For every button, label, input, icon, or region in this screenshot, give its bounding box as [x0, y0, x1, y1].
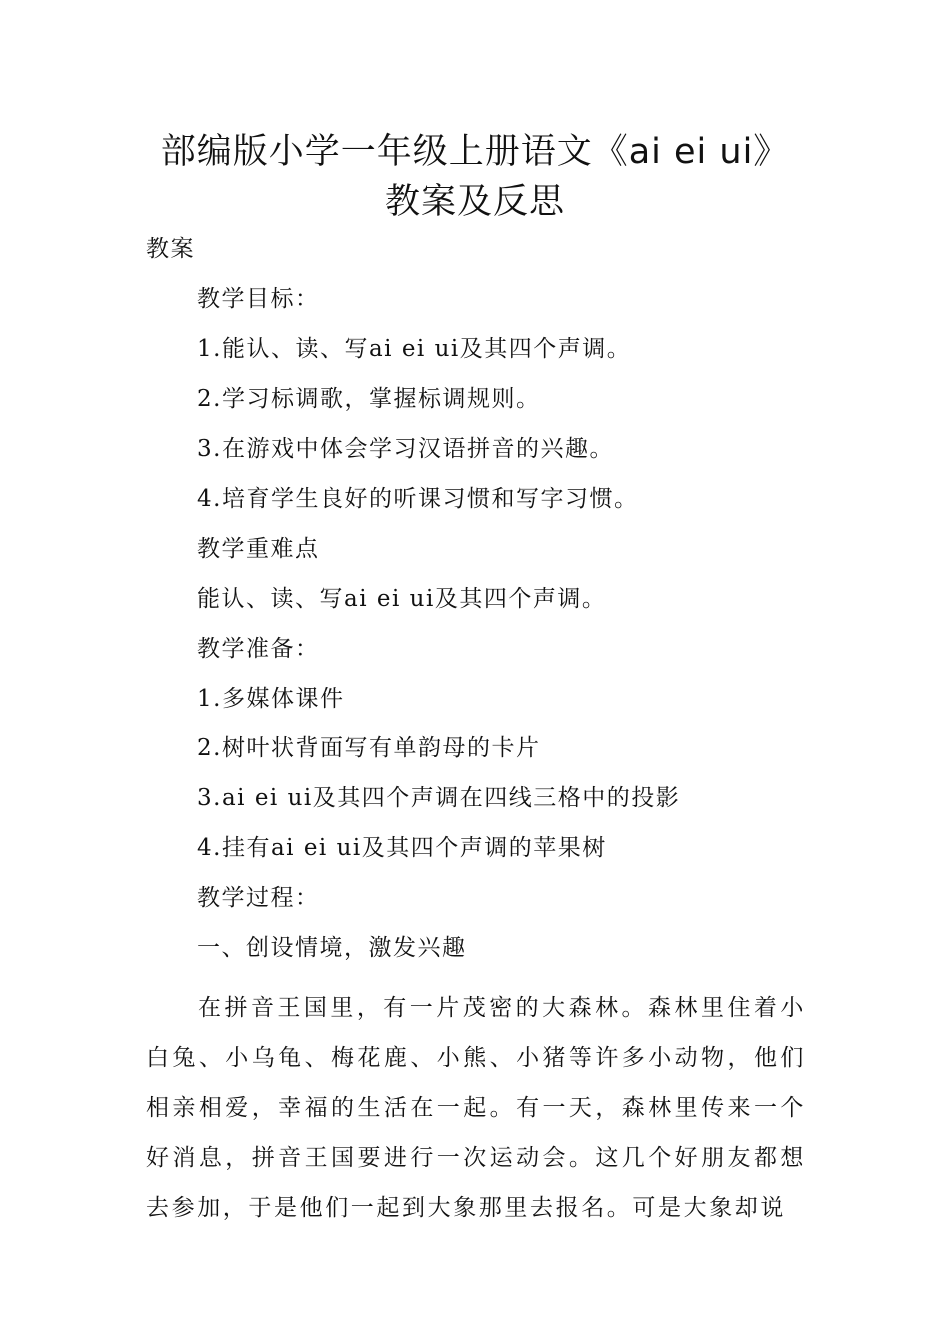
key-points-text: 能认、读、写ai ei ui及其四个声调。	[197, 586, 607, 612]
body-paragraph: 在拼音王国里，有一片茂密的大森林。森林里住着小白兔、小乌龟、梅花鹿、小熊、小猪等许多小动物，他们相亲相爱，幸福的生活在一起。有一天，森林里传来一个好消息，拼音王国要进行一次运动会。这几个好朋友都想去参加，于是他们一起到大象那里去报名。可是大象却说	[146, 995, 806, 1221]
section-heading: 教案	[146, 236, 195, 262]
prep-item: 1.多媒体课件	[197, 686, 345, 712]
process-heading: 教学过程：	[197, 885, 320, 911]
prep-item: 4.挂有ai ei ui及其四个声调的苹果树	[197, 835, 607, 861]
goals-heading: 教学目标：	[197, 286, 320, 312]
goal-item: 4.培育学生良好的听课习惯和写字习惯。	[197, 486, 639, 512]
prep-heading: 教学准备：	[197, 636, 320, 662]
document-title-line-1: 部编版小学一年级上册语文《ai ei ui》	[160, 132, 790, 172]
step-heading: 一、创设情境，激发兴趣	[197, 935, 467, 961]
document-title-line-2: 教案及反思	[384, 182, 565, 222]
prep-item: 3.ai ei ui及其四个声调在四线三格中的投影	[197, 785, 681, 811]
goal-item: 2.学习标调歌，掌握标调规则。	[197, 386, 541, 412]
goal-item: 3.在游戏中体会学习汉语拼音的兴趣。	[197, 436, 614, 462]
key-points-heading: 教学重难点	[197, 536, 320, 562]
prep-item: 2.树叶状背面写有单韵母的卡片	[197, 735, 541, 761]
goal-item: 1.能认、读、写ai ei ui及其四个声调。	[197, 336, 632, 362]
